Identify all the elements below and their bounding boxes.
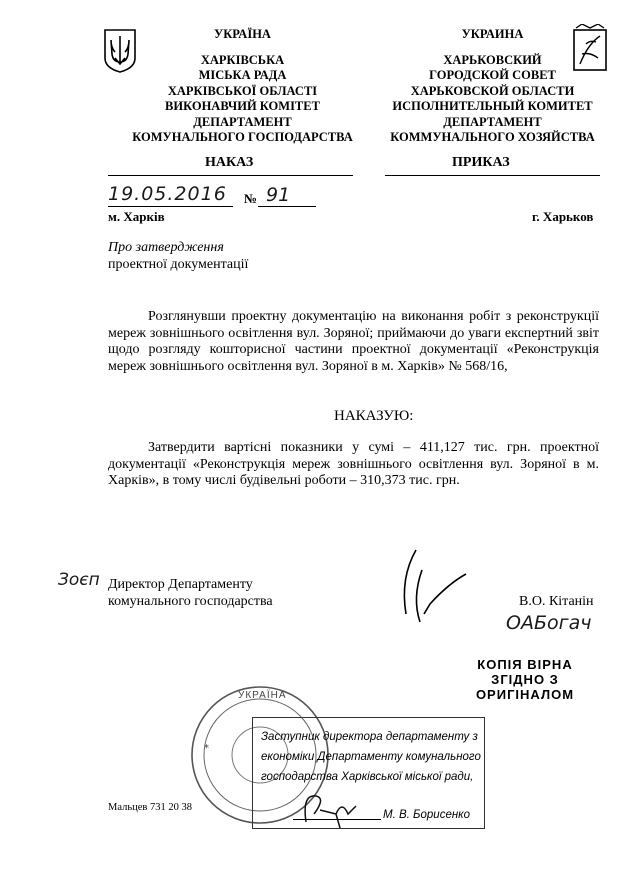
header-left-line: УКРАЇНА [214,27,271,41]
executor-contact: Мальцев 731 20 38 [108,802,192,813]
director-signature [378,548,473,628]
header-right-line: ХАРЬКОВСКОЙ ОБЛАСТИ [410,83,575,98]
copy-true-stamp [470,657,580,702]
header-left-line: КОМУНАЛЬНОГО ГОСПОДАРСТВА [132,130,353,144]
copy-stamp-line: КОПІЯ ВІРНА [477,657,573,672]
date-handwritten: 19.05.2016 [108,183,227,205]
position-line: комунального господарства [108,594,273,609]
city-left: м. Харків [108,209,165,224]
position-line: Директор Департаменту [108,577,253,592]
number-handwritten: 91 [266,184,291,206]
handwritten-name: ОАБогач [506,612,592,634]
body-paragraph-1: Розглянувши проектну документацію на виконання робіт з реконструкції мереж зовнішнього освітлення вул. Зоряної; приймаючи до уваги експертний звіт щодо розгляду кошторисної частини проектної документації «Реконструкція мереж зовнішнього освітлення вул. Зоряної в м. Харків» № 568/16, [108,309,599,374]
certification-line: Заступник директора департаменту з [261,731,478,743]
title-rule-right [385,175,600,176]
doc-title-ukr: НАКАЗ [205,155,254,170]
copy-stamp-line: ЗГІДНО З [491,672,559,687]
certification-box [252,717,485,829]
header-left-line: ВИКОНАВЧИЙ КОМІТЕТ [165,99,320,113]
certifier-signature [296,784,366,828]
header-right-line: КОММУНАЛЬНОГО ХОЗЯЙСТВА [390,130,595,144]
number-label: № [244,191,258,206]
subject-block [108,240,248,273]
header-right-line: УКРАИНА [461,27,524,41]
title-rule-left [108,175,353,176]
header-right-block [380,27,605,146]
header-left-block [120,27,365,146]
signatory-name: В.О. Кітанін [519,594,594,609]
header-right-line: ДЕПАРТАМЕНТ [443,114,542,129]
header-left-line: ХАРКІВСЬКА [200,52,285,67]
order-word: НАКАЗУЮ: [334,408,414,424]
certification-line: господарства Харківської міської ради, [261,771,474,783]
handwritten-annotation: Зоєп [58,570,100,590]
header-right-line: ГОРОДСКОЙ СОВЕТ [429,68,556,82]
certification-line: економіки Департаменту комунального [261,751,481,763]
certification-text [261,727,486,787]
copy-stamp-line: ОРИГІНАЛОМ [475,687,575,702]
header-left-line: ДЕПАРТАМЕНТ [193,114,292,129]
doc-title-rus: ПРИКАЗ [452,155,510,170]
date-rule [108,206,233,207]
body-paragraph-2: Затвердити вартісні показники у сумі – 411,127 тис. грн. проектної документації «Реконструкція мереж зовнішнього освітлення вул. Зоряної в м. Харків», в тому числі будівельні роботи – 310,373 тис. грн. [108,440,599,488]
signatory-position [108,576,273,610]
round-seal-text: УКРАЇНА [238,690,287,701]
header-left-line: МІСЬКА РАДА [198,68,287,82]
header-left-line: ХАРКІВСЬКОЇ ОБЛАСТІ [167,83,318,98]
number-rule [258,206,316,207]
header-right-line: ХАРЬКОВСКИЙ [443,52,542,67]
city-right: г. Харьков [532,209,594,224]
certifier-name: М. В. Борисенко [383,809,471,821]
subject-line: Про затвердження [108,240,224,255]
header-right-line: ИСПОЛНИТЕЛЬНЫЙ КОМИТЕТ [392,99,593,113]
svg-text:*: * [204,743,209,754]
subject-line: проектної документації [108,256,249,272]
